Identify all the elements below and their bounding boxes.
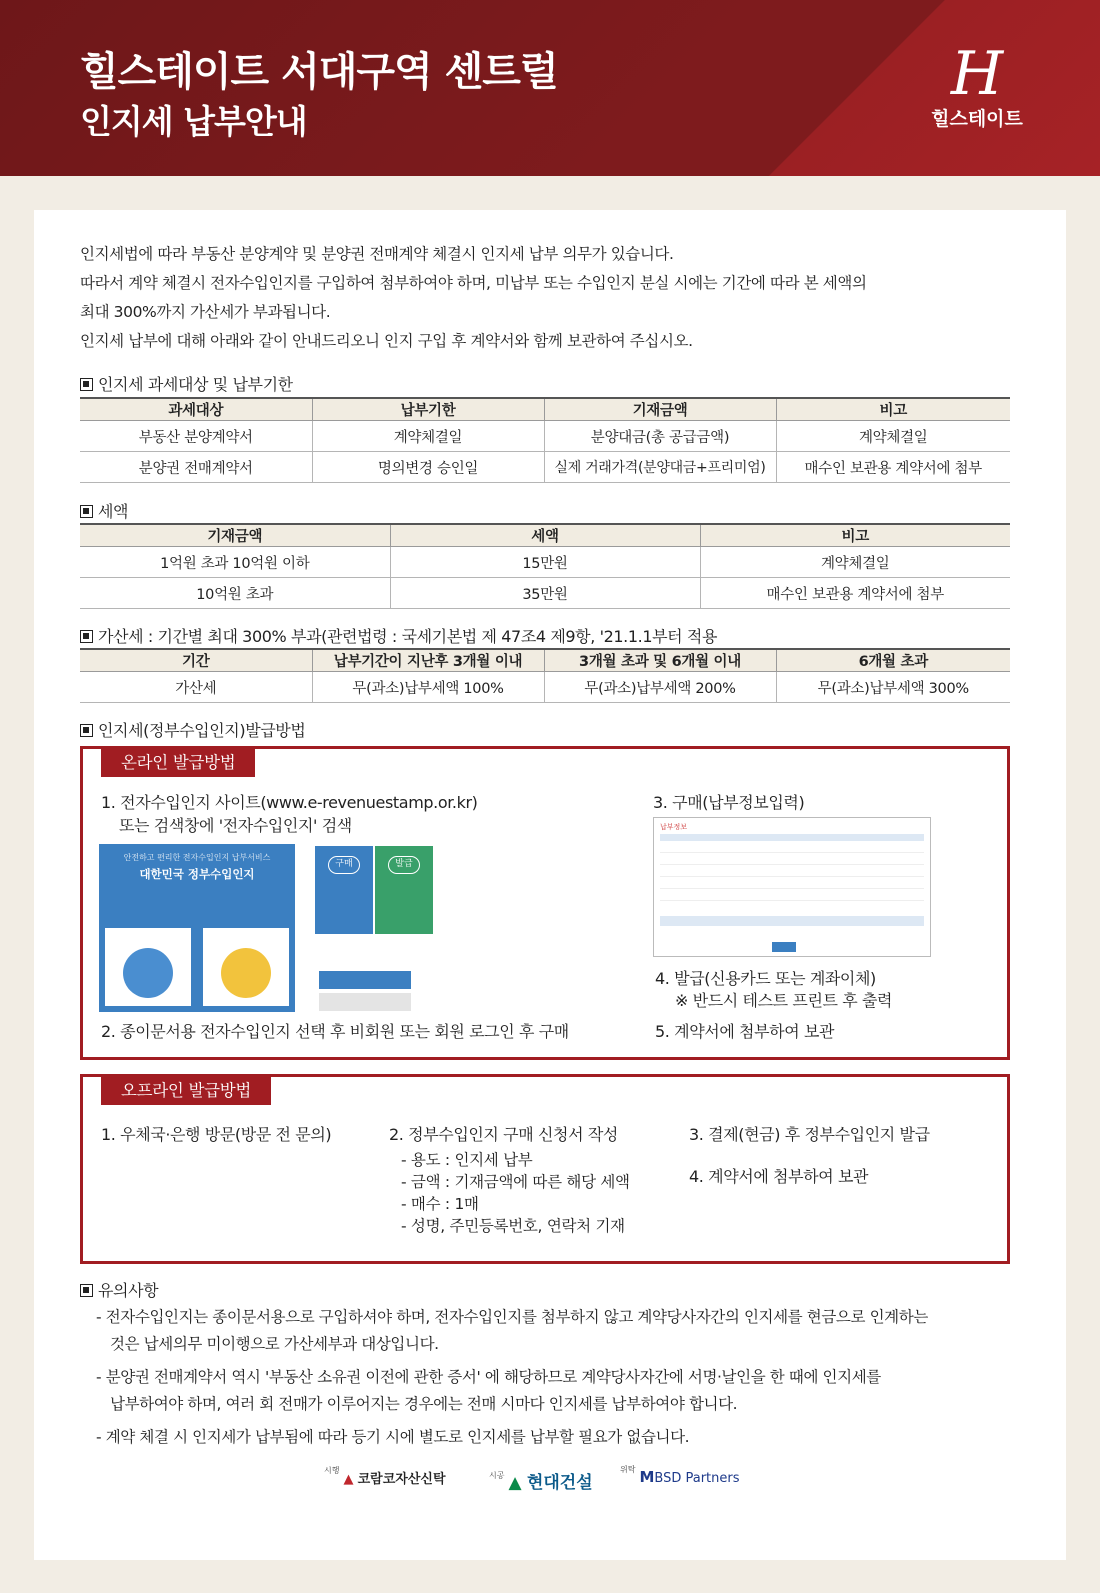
table-row bbox=[80, 578, 1010, 609]
offline-step-2-item: - 성명, 주민등록번호, 연락처 기재 bbox=[401, 1217, 625, 1235]
online-step-1: 1. 전자수입인지 사이트(www.e-revenuestamp.or.kr) bbox=[101, 793, 478, 812]
table-cell: 무(과소)납부세액 200% bbox=[544, 672, 776, 703]
table-row bbox=[80, 421, 1010, 452]
koramco-logo-icon: ▲ bbox=[343, 1472, 354, 1487]
issue-panel bbox=[375, 846, 433, 934]
table-cell: 계약체결일 bbox=[700, 547, 1010, 578]
table-cell: 계약체결일 bbox=[776, 421, 1010, 452]
login-button-graphic bbox=[319, 971, 411, 989]
form-row bbox=[660, 846, 924, 853]
table-cell: 계약체결일 bbox=[312, 421, 544, 452]
offline-step-2-item: - 용도 : 인지세 납부 bbox=[401, 1151, 533, 1169]
online-method-box bbox=[80, 746, 1010, 1060]
offline-step-3: 3. 결제(현금) 후 정부수입인지 발급 bbox=[689, 1125, 930, 1144]
paper-doc-card bbox=[105, 928, 191, 1006]
online-step-5: 5. 계약서에 첨부하여 보관 bbox=[655, 1022, 835, 1041]
table-header: 납부기간이 지난후 3개월 이내 bbox=[312, 649, 544, 672]
footer-label: 시행 bbox=[324, 1466, 340, 1475]
confirm-button-graphic bbox=[772, 942, 796, 952]
intro-line: 따라서 계약 체결시 전자수입인지를 구입하여 첨부하여야 하며, 미납부 또는 수입인지 분실 시에는 기간에 따라 본 세액의 bbox=[80, 274, 867, 292]
hillstate-logo-mark: H bbox=[950, 39, 1004, 109]
offline-method-tag: 오프라인 발급방법 bbox=[101, 1074, 271, 1105]
revenue-stamp-site-screenshot bbox=[99, 844, 295, 1012]
footer-company: 현대건설 bbox=[526, 1473, 593, 1493]
bsd-logo-icon: M bbox=[639, 1468, 655, 1486]
monitor-icon bbox=[221, 948, 271, 998]
footer-builder bbox=[489, 1468, 593, 1493]
square-bullet-icon bbox=[80, 630, 93, 643]
section-heading-notes: 유의사항 bbox=[80, 1278, 158, 1301]
table-header: 기간 bbox=[80, 649, 312, 672]
header-banner bbox=[0, 0, 1100, 176]
site-title: 대한민국 정부수입인지 bbox=[139, 867, 255, 881]
intro-line: 최대 300%까지 가산세가 부과됩니다. bbox=[80, 303, 331, 321]
offline-step-2-item: - 매수 : 1매 bbox=[401, 1195, 479, 1213]
payment-info-form-screenshot bbox=[653, 817, 931, 957]
hillstate-logo bbox=[922, 39, 1032, 131]
form-row bbox=[660, 894, 924, 901]
table-header: 비고 bbox=[700, 524, 1010, 547]
note-line: 납부하여야 하며, 여러 회 전매가 이루어지는 경우에는 전매 시마다 인지세를 납부하여야 합니다. bbox=[110, 1395, 738, 1413]
section-heading-tax-target: 인지세 과세대상 및 납부기한 bbox=[80, 372, 293, 395]
online-step-4: 4. 발급(신용카드 또는 계좌이체) bbox=[655, 969, 876, 988]
table-cell: 명의변경 승인일 bbox=[312, 452, 544, 483]
table-header: 6개월 초과 bbox=[776, 649, 1010, 672]
table-cell: 분양대금(총 공급금액) bbox=[544, 421, 776, 452]
buy-pill: 구매 bbox=[328, 856, 360, 874]
table-cell: 실제 거래가격(분양대금+프리미엄) bbox=[544, 452, 776, 483]
section-heading-penalty: 가산세 : 기간별 최대 300% 부과(관련법령 : 국세기본법 제 47조4 제9항, '21.1.1부터 적용 bbox=[80, 624, 717, 647]
table-header: 기재금액 bbox=[80, 524, 390, 547]
penalty-table bbox=[80, 648, 1010, 703]
footer-label: 시공 bbox=[489, 1471, 505, 1480]
page-title: 힐스테이트 서대구역 센트럴 bbox=[80, 49, 558, 95]
note-line: 것은 납세의무 미이행으로 가산세부과 대상입니다. bbox=[110, 1335, 439, 1353]
footer-developer bbox=[324, 1468, 446, 1487]
section-heading-tax-amount: 세액 bbox=[80, 499, 128, 522]
tax-amount-table bbox=[80, 523, 1010, 609]
online-step-2: 2. 종이문서용 전자수입인지 선택 후 비회원 또는 회원 로그인 후 구매 bbox=[101, 1022, 569, 1041]
table-row bbox=[80, 452, 1010, 483]
document-icon bbox=[123, 948, 173, 998]
footer-agent bbox=[620, 1465, 740, 1486]
section-heading-issue-method: 인지세(정부수입인지)발급방법 bbox=[80, 718, 305, 741]
table-cell: 1억원 초과 10억원 이하 bbox=[80, 547, 390, 578]
table-header-row bbox=[80, 524, 1010, 547]
offline-step-1: 1. 우체국·은행 방문(방문 전 문의) bbox=[101, 1125, 332, 1144]
intro-line: 인지세법에 따라 부동산 분양계약 및 분양권 전매계약 체결시 인지세 납부 의무가 있습니다. bbox=[80, 245, 674, 263]
buy-panel bbox=[315, 846, 373, 934]
online-method-tag: 온라인 발급방법 bbox=[101, 746, 255, 777]
table-cell: 매수인 보관용 계약서에 첨부 bbox=[700, 578, 1010, 609]
offline-step-2-item: - 금액 : 기재금액에 따른 해당 세액 bbox=[401, 1173, 630, 1191]
table-cell: 35만원 bbox=[390, 578, 700, 609]
offline-method-box bbox=[80, 1074, 1010, 1264]
table-header: 세액 bbox=[390, 524, 700, 547]
square-bullet-icon bbox=[80, 1284, 93, 1297]
table-cell: 매수인 보관용 계약서에 첨부 bbox=[776, 452, 1010, 483]
intro-text bbox=[80, 240, 1020, 356]
offline-step-2: 2. 정부수입인지 구매 신청서 작성 bbox=[389, 1125, 618, 1144]
electronic-doc-card bbox=[203, 928, 289, 1006]
offline-step-4: 4. 계약서에 첨부하여 보관 bbox=[689, 1167, 869, 1186]
table-row bbox=[80, 547, 1010, 578]
form-row bbox=[660, 858, 924, 865]
online-step-3: 3. 구매(납부정보입력) bbox=[653, 793, 805, 812]
table-cell: 가산세 bbox=[80, 672, 312, 703]
footer-label: 위탁 bbox=[620, 1465, 636, 1474]
table-header: 3개월 초과 및 6개월 이내 bbox=[544, 649, 776, 672]
table-header: 비고 bbox=[776, 398, 1010, 421]
site-caption: 안전하고 편리한 전자수입인지 납부서비스 bbox=[123, 853, 271, 862]
online-step-4-note: ※ 반드시 테스트 프린트 후 출력 bbox=[675, 991, 893, 1010]
table-header-row bbox=[80, 649, 1010, 672]
footer-company: 코람코자산신탁 bbox=[357, 1472, 446, 1487]
form-row bbox=[660, 882, 924, 889]
form-row bbox=[660, 870, 924, 877]
hillstate-logo-text: 힐스테이트 bbox=[931, 108, 1023, 130]
intro-line: 인지세 납부에 대해 아래와 같이 안내드리오니 인지 구입 후 계약서와 함께 보관하여 주십시오. bbox=[80, 332, 693, 350]
square-bullet-icon bbox=[80, 724, 93, 737]
content-panel bbox=[34, 210, 1066, 1560]
form-total-bar bbox=[660, 916, 924, 926]
payment-info-title: 납부정보 bbox=[660, 823, 688, 831]
table-cell: 무(과소)납부세액 300% bbox=[776, 672, 1010, 703]
footer-company: BSD Partners bbox=[654, 1471, 740, 1486]
table-row bbox=[80, 672, 1010, 703]
table-header: 기재금액 bbox=[544, 398, 776, 421]
table-cell: 15만원 bbox=[390, 547, 700, 578]
table-cell: 부동산 분양계약서 bbox=[80, 421, 312, 452]
table-cell: 분양권 전매계약서 bbox=[80, 452, 312, 483]
table-header: 납부기한 bbox=[312, 398, 544, 421]
table-cell: 10억원 초과 bbox=[80, 578, 390, 609]
note-line: - 분양권 전매계약서 역시 '부동산 소유권 이전에 관한 증서' 에 해당하므로 계약당사자간에 서명·날인을 한 때에 인지세를 bbox=[96, 1368, 881, 1386]
note-line: - 계약 체결 시 인지세가 납부됨에 따라 등기 시에 별도로 인지세를 납부할 필요가 없습니다. bbox=[96, 1428, 690, 1446]
table-header-row bbox=[80, 398, 1010, 421]
online-step-1-sub: 또는 검색창에 '전자수입인지' 검색 bbox=[119, 816, 352, 835]
table-header: 과세대상 bbox=[80, 398, 312, 421]
page-subtitle: 인지세 납부안내 bbox=[80, 102, 307, 141]
square-bullet-icon bbox=[80, 505, 93, 518]
square-bullet-icon bbox=[80, 378, 93, 391]
tax-target-table bbox=[80, 397, 1010, 483]
note-line: - 전자수입인지는 종이문서용으로 구입하셔야 하며, 전자수입인지를 첨부하지 않고 계약당사자간의 인지세를 현금으로 인계하는 bbox=[96, 1308, 928, 1326]
table-cell: 무(과소)납부세액 100% bbox=[312, 672, 544, 703]
guest-button-graphic bbox=[319, 993, 411, 1011]
form-header-bar bbox=[660, 834, 924, 841]
issue-pill: 발급 bbox=[388, 856, 420, 874]
hyundai-logo-icon: ▲ bbox=[508, 1473, 522, 1493]
notes-list bbox=[96, 1304, 1046, 1451]
